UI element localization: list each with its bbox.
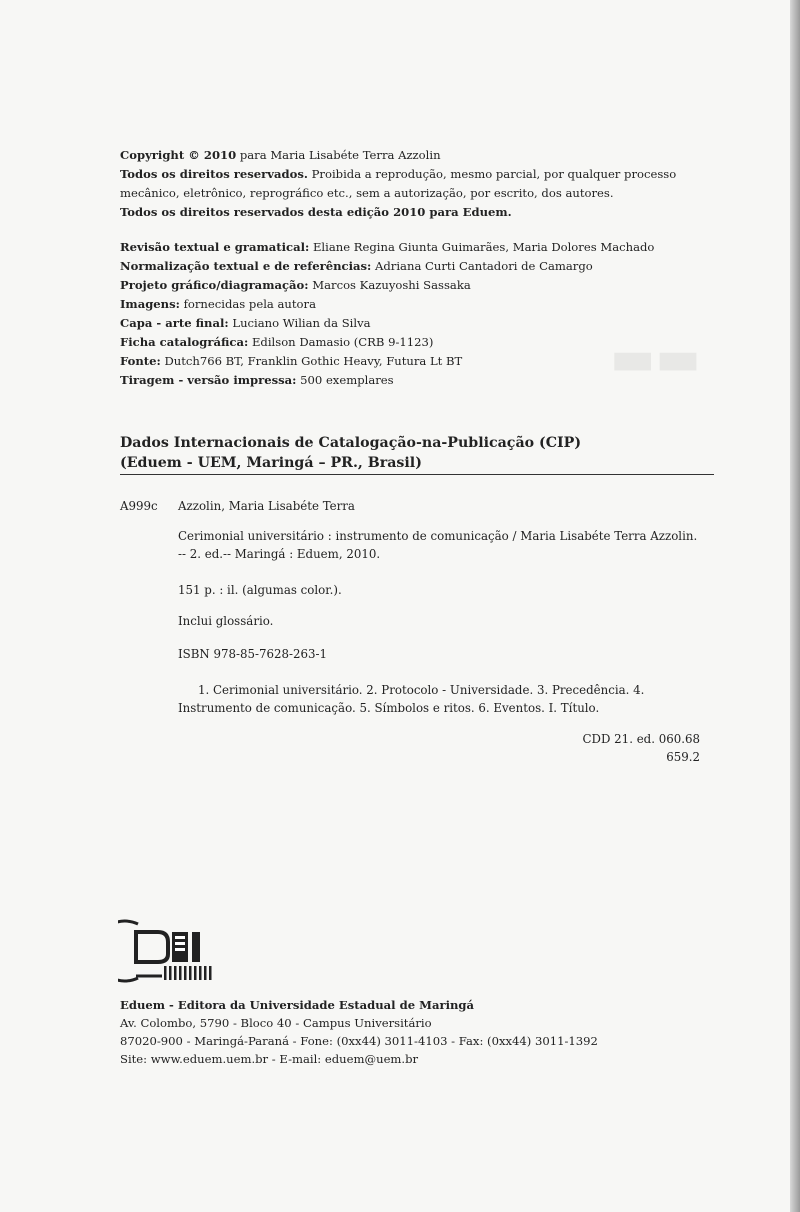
credit-label: Tiragem - versão impressa: (120, 373, 297, 387)
call-number: A999c (120, 499, 158, 513)
publisher-address: Av. Colombo, 5790 - Bloco 40 - Campus Universitário (120, 1016, 432, 1030)
credit-row (120, 257, 700, 276)
publisher-web: Site: www.eduem.uem.br - E-mail: eduem@uem.br (120, 1052, 419, 1066)
credit-value: Dutch766 BT, Franklin Gothic Heavy, Futura Lt BT (164, 354, 463, 368)
rights-reserved-notice (120, 165, 700, 203)
credit-value: Luciano Wilian da Silva (232, 316, 371, 330)
credit-row (120, 276, 700, 295)
credit-value: Marcos Kazuyoshi Sassaka (312, 278, 471, 292)
subject-headings: 1. Cerimonial universitário. 2. Protocolo - Universidade. 3. Precedência. 4. Instrumento de comunicação. 5. Símbolos e ritos. 6. Eventos. I. Título. (178, 683, 645, 715)
credit-value: 500 exemplares (300, 373, 394, 387)
copyright-line (120, 146, 700, 165)
cip-heading-line2: (Eduem - UEM, Maringá – PR., Brasil) (120, 455, 422, 471)
credit-row (120, 371, 700, 390)
cdd-line2: 659.2 (666, 750, 700, 764)
title-statement-line2: -- 2. ed.-- Maringá : Eduem, 2010. (178, 547, 381, 561)
copyright-label: Copyright © 2010 (120, 148, 237, 162)
eduem-logo (118, 918, 238, 986)
publisher-info (120, 996, 720, 1068)
credit-row (120, 238, 700, 257)
cip-divider (120, 474, 714, 475)
credit-row (120, 333, 700, 352)
edition-rights: Todos os direitos reservados desta edição 2010 para Eduem. (120, 205, 512, 219)
show-through-decoration: ▬▬ (610, 330, 701, 386)
title-statement (178, 527, 718, 563)
credit-label: Imagens: (120, 297, 180, 311)
copyright-holder: para Maria Lisabéte Terra Azzolin (236, 148, 441, 162)
publisher-name: Eduem - Editora da Universidade Estadual de Maringá (120, 998, 475, 1012)
pagination: 151 p. : il. (algumas color.). (178, 583, 342, 597)
title-statement-line1: Cerimonial universitário : instrumento de comunicação / Maria Lisabéte Terra Azzolin. (178, 529, 698, 543)
copyright-notice (120, 146, 700, 222)
page-edge (790, 0, 800, 1212)
isbn: ISBN 978-85-7628-263-1 (178, 647, 327, 661)
credit-value: Eliane Regina Giunta Guimarães, Maria Dolores Machado (312, 240, 655, 254)
cip-heading-line1: Dados Internacionais de Catalogação-na-Publicação (CIP) (120, 435, 582, 451)
credit-label: Fonte: (120, 354, 161, 368)
main-entry: Azzolin, Maria Lisabéte Terra (178, 499, 355, 513)
credit-label: Normalização textual e de referências: (120, 259, 372, 273)
credit-value: fornecidas pela autora (183, 297, 316, 311)
credit-label: Ficha catalográfica: (120, 335, 249, 349)
rights-label: Todos os direitos reservados. (120, 167, 308, 181)
credit-row (120, 295, 700, 314)
note: Inclui glossário. (178, 614, 274, 628)
cdd-classification (582, 730, 700, 766)
credit-label: Projeto gráfico/diagramação: (120, 278, 309, 292)
credit-value: Adriana Curti Cantadori de Camargo (375, 259, 593, 273)
credits-list (120, 238, 700, 390)
cip-heading (120, 433, 710, 473)
credit-row (120, 352, 700, 371)
credit-row (120, 314, 700, 333)
rights-text: Proibida a reprodução, mesmo parcial, por qualquer processo mecânico, eletrônico, reprográfico etc., sem a autorização, por escrito, dos autores. (120, 167, 677, 200)
credit-label: Revisão textual e gramatical: (120, 240, 310, 254)
publisher-contact: 87020-900 - Maringá-Paraná - Fone: (0xx44) 3011-4103 - Fax: (0xx44) 3011-1392 (120, 1034, 598, 1048)
credit-value: Edilson Damasio (CRB 9-1123) (251, 335, 434, 349)
credit-label: Capa - arte final: (120, 316, 229, 330)
cdd-line1: CDD 21. ed. 060.68 (582, 732, 700, 746)
